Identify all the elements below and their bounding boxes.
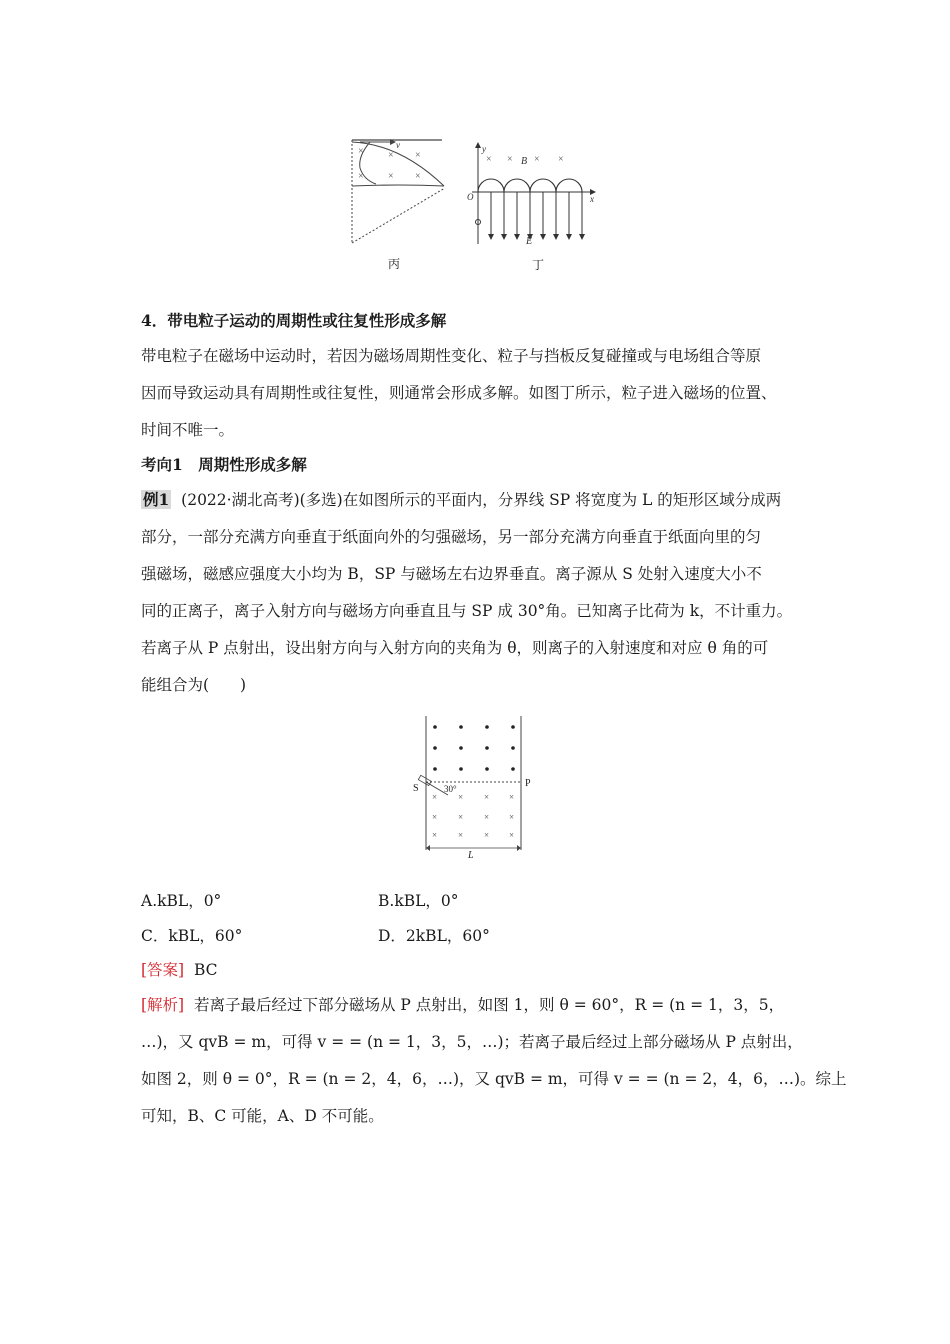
svg-text:×: × <box>458 830 464 840</box>
section4-para-line2: 因而导致运动具有周期性或往复性，则通常会形成多解。如图丁所示，粒子进入磁场的位置、 <box>141 384 777 402</box>
label-v: v <box>396 140 400 150</box>
svg-text:×: × <box>486 154 492 165</box>
answer-tag: [答案] <box>141 961 185 979</box>
label-b: B <box>521 156 528 167</box>
analysis-text1: 若离子最后经过下部分磁场从 P 点射出，如图 1，则 θ = 60°，R = (n = 1，3，5， <box>193 996 785 1014</box>
analysis-tag: [解析] <box>141 996 185 1014</box>
analysis-line3: 如图 2，则 θ = 0°，R = (n = 2，4，6，…)，又 qvB = m，可得 v = = (n = 2，4，6，…)。综上 <box>141 1070 847 1088</box>
label-y: y <box>482 144 486 154</box>
label-p: P <box>525 778 531 789</box>
section4-para-line1: 带电粒子在磁场中运动时，若因为磁场周期性变化、粒子与挡板反复碰撞或与电场组合等原 <box>141 347 762 365</box>
svg-text:×: × <box>432 830 438 840</box>
example-line6: 能组合为( ) <box>141 676 247 694</box>
svg-text:×: × <box>558 154 564 165</box>
caption-bing: 丙 <box>388 257 401 271</box>
section4-heading: 4．带电粒子运动的周期性或往复性形成多解 <box>141 311 447 330</box>
svg-text:×: × <box>509 792 515 802</box>
kaoxiang-heading: 考向1 周期性形成多解 <box>141 455 307 474</box>
analysis-line1 <box>141 995 784 1015</box>
example-line5: 若离子从 P 点射出，设出射方向与入射方向的夹角为 θ，则离子的入射速度和对应 θ 角的可 <box>141 639 769 657</box>
svg-text:×: × <box>509 812 515 822</box>
svg-text:×: × <box>415 171 421 182</box>
svg-text:×: × <box>509 830 515 840</box>
section4-para-line3: 时间不唯一。 <box>141 421 235 439</box>
svg-text:×: × <box>458 812 464 822</box>
svg-text:×: × <box>534 154 540 165</box>
svg-text:×: × <box>358 146 364 157</box>
example-line2: 部分，一部分充满方向垂直于纸面向外的匀强磁场，另一部分充满方向垂直于纸面向里的匀 <box>141 528 762 546</box>
analysis-line2: …)，又 qvB = m，可得 v = = (n = 1，3，5，…)；若离子最后经过上部分磁场从 P 点射出， <box>141 1033 803 1051</box>
label-x: x <box>590 194 594 204</box>
svg-text:×: × <box>388 171 394 182</box>
example-line1 <box>141 490 781 510</box>
svg-text:×: × <box>388 150 394 161</box>
option-b: B.kBL，0° <box>378 892 459 910</box>
example-line3: 强磁场，磁感应强度大小均为 B，SP 与磁场左右边界垂直。离子源从 S 处射入速度大小不 <box>141 565 762 583</box>
label-l: L <box>468 850 474 861</box>
svg-text:×: × <box>458 792 464 802</box>
svg-text:×: × <box>432 812 438 822</box>
svg-text:×: × <box>484 812 490 822</box>
figure-ding-drawing <box>466 142 601 252</box>
answer-line <box>141 960 218 980</box>
figure-sp-field <box>408 712 538 862</box>
figure-bing-drawing <box>340 134 450 249</box>
analysis-line4: 可知，B、C 可能，A、D 不可能。 <box>141 1107 384 1125</box>
label-angle: 30° <box>444 784 457 794</box>
answer-value: BC <box>193 961 218 979</box>
svg-text:×: × <box>507 154 513 165</box>
caption-ding: 丁 <box>532 258 545 272</box>
label-o: O <box>467 192 474 202</box>
figure-sp-drawing <box>408 712 538 862</box>
option-d: D．2kBL，60° <box>378 927 490 945</box>
label-s: S <box>413 783 419 794</box>
svg-text:×: × <box>415 150 421 161</box>
svg-text:×: × <box>484 830 490 840</box>
example-line4: 同的正离子，离子入射方向与磁场方向垂直且与 SP 成 30°角。已知离子比荷为 k，不计重力。 <box>141 602 793 620</box>
option-a: A.kBL，0° <box>141 892 222 910</box>
svg-text:×: × <box>358 171 364 182</box>
figure-bing <box>340 134 450 271</box>
example-tag: 例1 <box>143 490 170 509</box>
svg-text:×: × <box>484 792 490 802</box>
option-c: C．kBL，60° <box>141 927 243 945</box>
figure-ding <box>466 142 601 272</box>
label-e: E <box>526 236 533 247</box>
svg-text:×: × <box>432 792 438 802</box>
example-text1: (2022·湖北高考)(多选)在如图所示的平面内，分界线 SP 将宽度为 L 的矩形区域分成两 <box>181 491 782 509</box>
